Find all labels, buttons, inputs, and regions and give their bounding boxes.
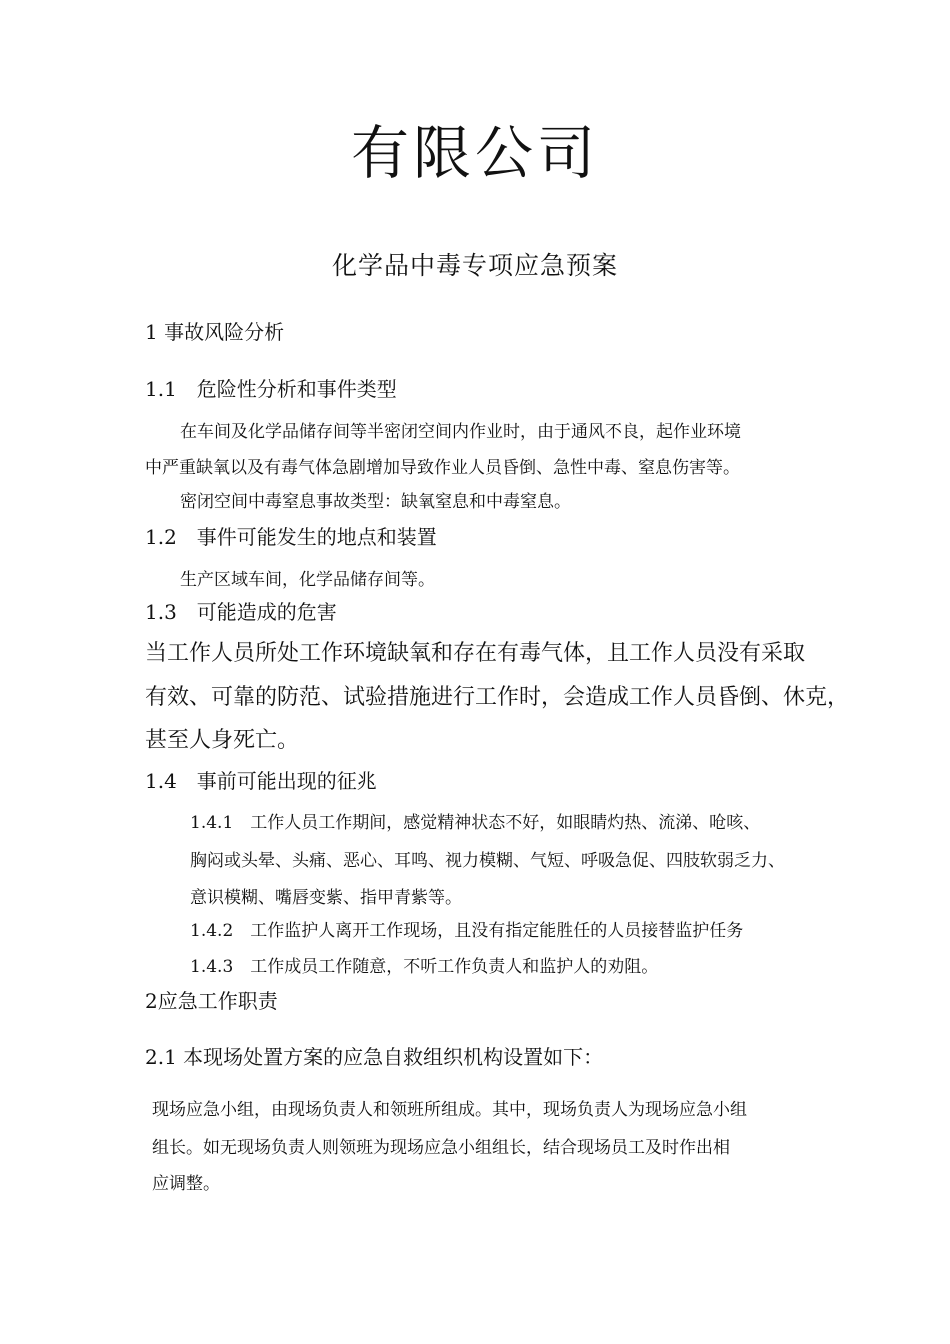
section-1-heading: 1 事故风险分析 [145, 320, 285, 344]
section-2-1-line1: 现场应急小组，由现场负责人和领班所组成。其中，现场负责人为现场应急小组 [152, 1100, 747, 1120]
section-1-4-2: 1.4.2 工作监护人离开工作现场，且没有指定能胜任的人员接替监护任务 [190, 921, 744, 941]
section-2-1-line3: 应调整。 [152, 1174, 220, 1194]
company-name: 有限公司 [350, 119, 599, 187]
section-1-4-1-line2: 胸闷或头晕、头痛、恶心、耳鸣、视力模糊、气短、呼吸急促、四肢软弱乏力、 [190, 851, 785, 871]
section-2-heading: 2应急工作职责 [145, 989, 278, 1013]
section-1-3-heading: 1.3 可能造成的危害 [145, 600, 337, 624]
section-1-1-para1-line2: 中严重缺氧以及有毒气体急剧增加导致作业人员昏倒、急性中毒、窒息伤害等。 [145, 458, 740, 478]
section-1-1-heading: 1.1 危险性分析和事件类型 [145, 377, 397, 401]
section-1-2-heading: 1.2 事件可能发生的地点和装置 [145, 525, 437, 549]
section-1-4-3: 1.4.3 工作成员工作随意，不听工作负责人和监护人的劝阻。 [190, 957, 659, 977]
document-title: 化学品中毒专项应急预案 [331, 251, 618, 280]
section-2-1-heading: 2.1 本现场处置方案的应急自救组织机构设置如下： [145, 1045, 604, 1069]
section-1-4-1-line3: 意识模糊、嘴唇变紫、指甲青紫等。 [190, 888, 462, 908]
section-1-3-line2: 有效、可靠的防范、试验措施进行工作时，会造成工作人员昏倒、休克， [145, 685, 850, 710]
section-1-3-line1: 当工作人员所处工作环境缺氧和存在有毒气体，且工作人员没有采取 [145, 641, 806, 666]
section-1-4-1-line1: 1.4.1 工作人员工作期间，感觉精神状态不好，如眼睛灼热、流涕、呛咳、 [190, 813, 761, 833]
section-1-1-para1-line1: 在车间及化学品储存间等半密闭空间内作业时，由于通风不良，起作业环境 [180, 422, 741, 442]
section-1-4-heading: 1.4 事前可能出现的征兆 [145, 769, 377, 793]
section-1-1-para2: 密闭空间中毒窒息事故类型：缺氧窒息和中毒窒息。 [180, 492, 571, 512]
section-1-2-para: 生产区域车间，化学品储存间等。 [180, 570, 435, 590]
section-1-3-line3: 甚至人身死亡。 [145, 728, 300, 753]
section-2-1-line2: 组长。如无现场负责人则领班为现场应急小组组长，结合现场员工及时作出相 [152, 1138, 730, 1158]
